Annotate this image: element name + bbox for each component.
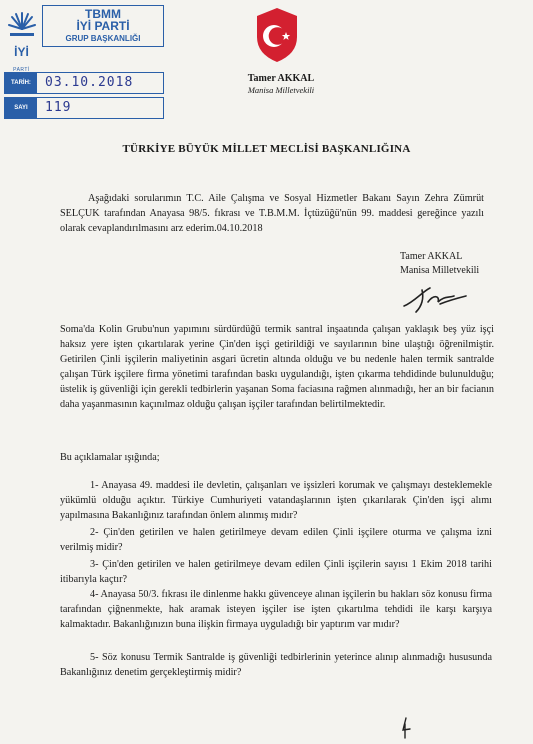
parliament-emblem (252, 5, 302, 65)
deputy-header (236, 73, 326, 96)
stamp-number-row (4, 97, 164, 119)
stamp-number-value: 119 (45, 100, 72, 115)
signature-role: Manisa Milletvekili (400, 265, 480, 276)
stamp-line-1: TBMM (85, 7, 121, 21)
stamp-date-label: TARİH: (5, 73, 37, 93)
stamp-number-label: SAYI (5, 98, 37, 118)
questions-lead: Bu açıklamalar ışığında; (60, 452, 160, 463)
intro-paragraph: Aşağıdaki sorularımın T.C. Aile Çalışma ve Sosyal Hizmetler Bakanı Sayın Zehra Zümrüt SELÇUK tarafından Anayasa 98/5. fıkrası ve T.B.M.M. İçtüzüğü'nün 99. maddesi gereğince yazılı olarak cevaplandırılmasını arz ederim.04.10.2018 (60, 193, 484, 234)
question-item: 4- Anayasa 50/3. fıkrası ile dinlenme hakkı güvenceye alınan işçilerin bu hakları söz konusu firma tarafından çiğnenmekte, hak aramak isteyen işçiler ise işten çıkartılma tehdidi ile karşı karşıya kalmaktadır. Bakanlığınızın buna ilişkin firmaya uyguladığı bir yaptırım var mıdır? (60, 589, 492, 630)
incoming-stamp (4, 5, 167, 117)
star-burst-icon (7, 9, 37, 43)
signature-name: Tamer AKKAL (400, 251, 463, 262)
deputy-role: Manisa Milletvekili (247, 85, 315, 95)
stamp-date-row (4, 72, 164, 94)
stamp-line-2: İYİ PARTİ (76, 19, 130, 33)
document-title: TÜRKİYE BÜYÜK MİLLET MECLİSİ BAŞKANLIĞINA (122, 143, 411, 155)
stamp-line-3: GRUP BAŞKANLIĞI (65, 34, 141, 43)
signature-block (400, 250, 500, 314)
crescent-star-emblem-icon (252, 5, 302, 65)
question-item: 2- Çin'den getirilen ve halen getirilmeye devam edilen Çinli işçilere oturma ve çalışma izni verilmiş midir? (60, 527, 492, 553)
question-item: 3- Çin'den getirilen ve halen getirilmeye devam edilen Çinli işçilerin sayısı 1 Ekim 2018 tarihi itibarıyla kaçtır? (60, 559, 492, 585)
logo-subtext: PARTİ (13, 67, 30, 73)
initial-mark-icon (397, 716, 413, 740)
question-item: 5- Söz konusu Termik Santralde iş güvenliği tedbirlerinin yeterince alınıp alınmadığı hususunda Bakanlığınız denetim gerçekleştirmiş midir? (60, 652, 492, 678)
signature-icon (400, 284, 470, 314)
deputy-name: Tamer AKKAL (247, 73, 315, 84)
logo-text: İYİ (14, 45, 29, 59)
question-item: 1- Anayasa 49. maddesi ile devletin, çalışanları ve işsizleri korumak ve çalışmayı desteklemekle yükümlü olduğu açıktır. Türkiye Cumhuriyeti vatandaşlarının işten çıkarılarak Çin'den işçi alımı yapılmasına Bakanlığınız tarafından önlem alınmış mıdır? (60, 480, 492, 521)
body-paragraph: Soma'da Kolin Grubu'nun yapımını sürdürdüğü termik santral inşaatında çalışan yaklaşık beş yüz işçi haksız yere işten çıkartılarak yerine Çin'den işçi getirildiği ve sayılarının bine ulaştığı öğrenilmiştir. Getirilen Çinli işçilerin maliyetinin asgari ücretin altında olduğu ve bu nedenle halen termik santralde çalışan Türk işçilere firma yönetimi tarafından baskı uygulandığı, işten çıkarma tehdidinde bulunulduğu; üstelik iş güvenliği için gerekli tedbirlerin yaşanan Soma faciasına rağmen alınmadığı, her an bir facianın daha yaşanmasının kaçınılmaz olduğu çalışan işçiler tarafından belirtilmektedir. (60, 324, 494, 410)
stamp-header (42, 5, 164, 47)
stamp-date-value: 03.10.2018 (45, 75, 134, 90)
